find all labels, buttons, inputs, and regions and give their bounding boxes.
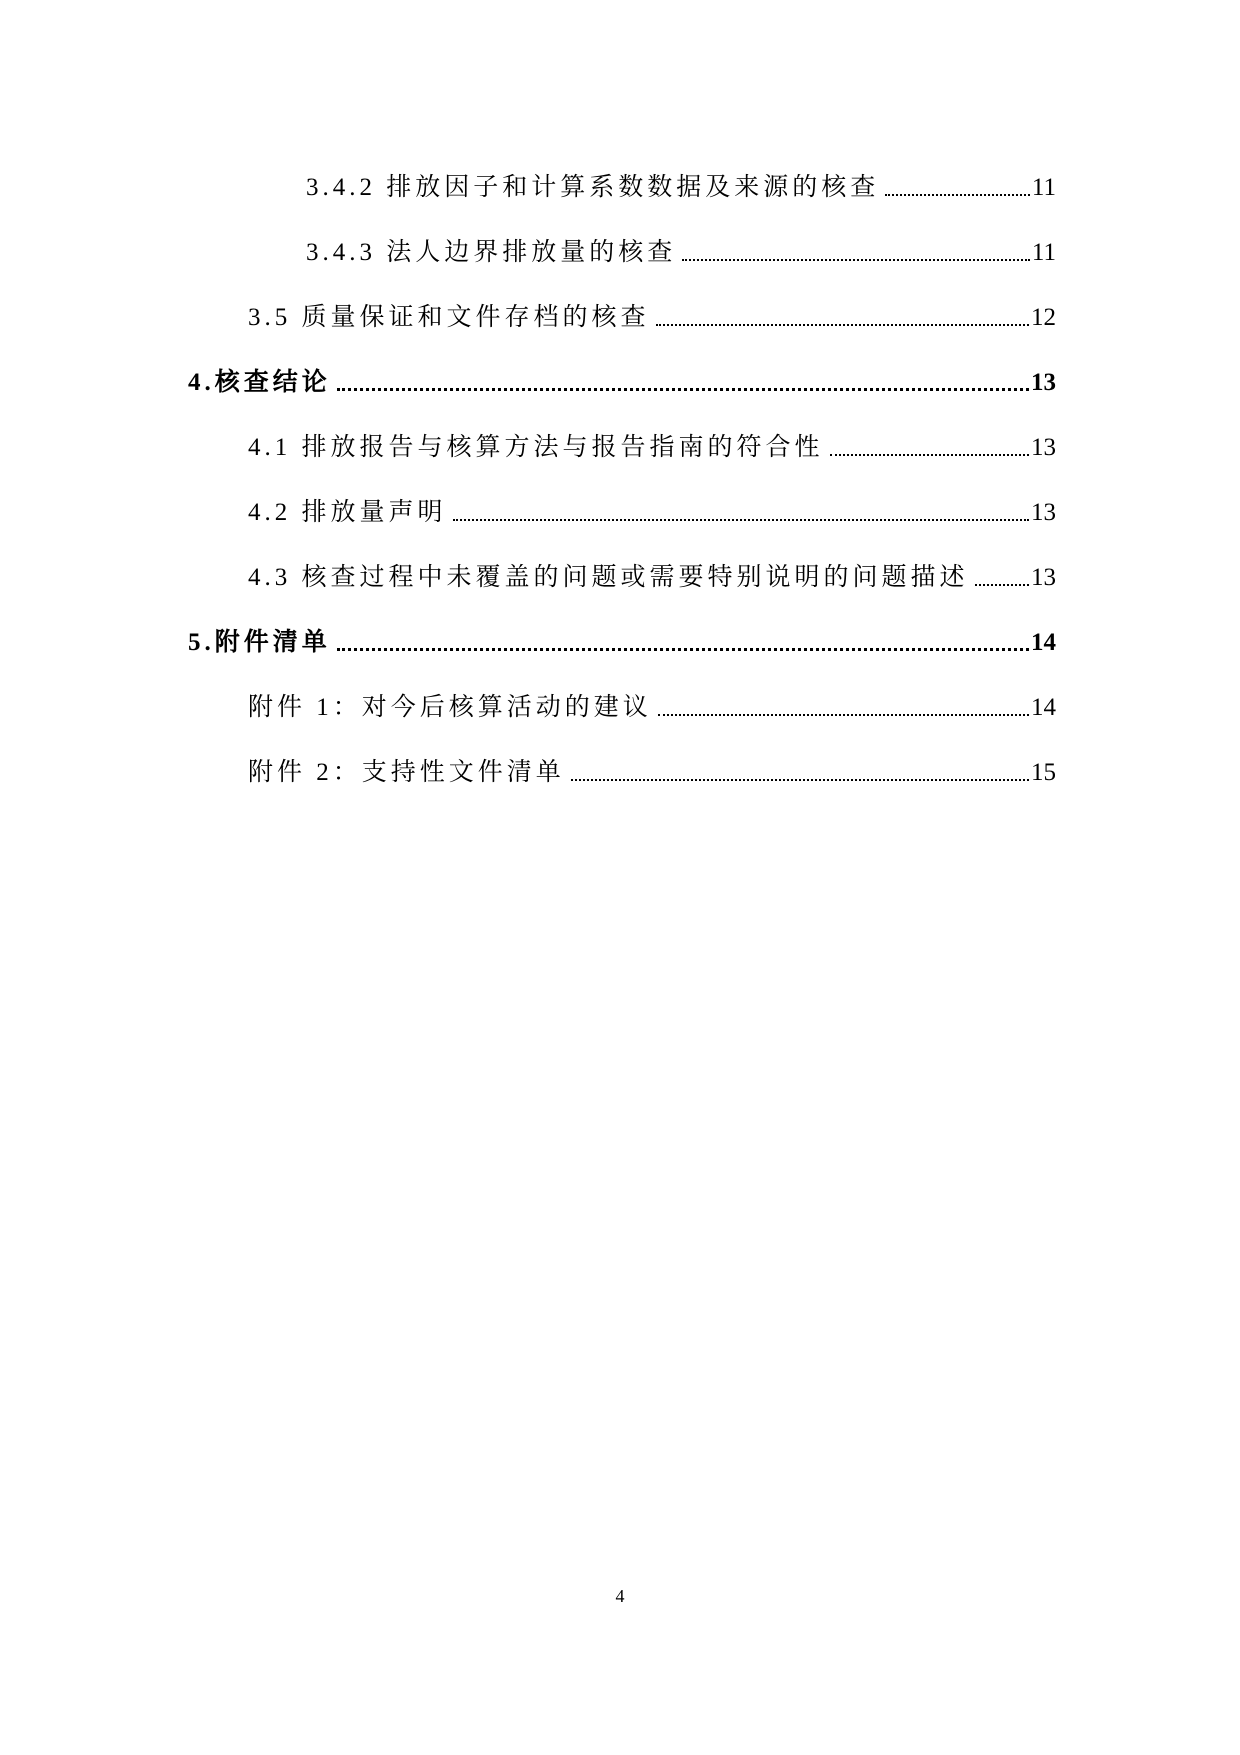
toc-entry-4-1[interactable]: [248, 424, 1056, 464]
toc-dot-leader: [658, 714, 1029, 716]
toc-entry-label: 5.附件清单: [188, 629, 331, 656]
footer-page-number: 4: [615, 1586, 625, 1606]
toc-dot-leader: [830, 454, 1029, 456]
toc-entry-label: 附件 2：支持性文件清单: [248, 759, 565, 786]
toc-entry-3-4-2[interactable]: [306, 164, 1056, 204]
toc-entry-label: 4.3 核查过程中未覆盖的问题或需要特别说明的问题描述: [248, 564, 969, 591]
toc-entry-page-number: 13: [1031, 499, 1056, 526]
toc-entry-4-2[interactable]: [248, 489, 1056, 529]
toc-dot-leader: [682, 259, 1030, 261]
toc-entry-label: 3.5 质量保证和文件存档的核查: [248, 304, 650, 331]
toc-entry-page-number: 12: [1031, 304, 1056, 331]
toc-entry-label: 3.4.3 法人边界排放量的核查: [306, 239, 677, 266]
toc-dot-leader: [571, 779, 1029, 781]
toc-entry-4-3[interactable]: [248, 554, 1056, 594]
toc-entry-label: 4.2 排放量声明: [248, 499, 447, 526]
toc-entry-5[interactable]: [188, 619, 1056, 659]
toc-entry-label: 3.4.2 排放因子和计算系数数据及来源的核查: [306, 174, 880, 201]
toc-entry-3-5[interactable]: [248, 294, 1056, 334]
toc-entry-appendix-1[interactable]: [248, 684, 1056, 724]
toc-entry-label: 附件 1：对今后核算活动的建议: [248, 694, 652, 721]
toc-entry-label: 4.1 排放报告与核算方法与报告指南的符合性: [248, 434, 824, 461]
toc-dot-leader: [337, 388, 1029, 391]
toc-entry-3-4-3[interactable]: [306, 229, 1056, 269]
toc-dot-leader: [337, 648, 1029, 651]
toc-dot-leader: [885, 194, 1030, 196]
toc-entry-page-number: 11: [1031, 239, 1056, 266]
toc-entry-page-number: 14: [1031, 629, 1056, 656]
toc-entry-page-number: 11: [1031, 174, 1056, 201]
toc-dot-leader: [453, 519, 1029, 521]
toc-entry-page-number: 13: [1031, 369, 1056, 396]
toc-dot-leader: [975, 584, 1029, 586]
toc-entry-page-number: 15: [1031, 759, 1056, 786]
toc-dot-leader: [656, 324, 1029, 326]
toc-entry-page-number: 13: [1031, 564, 1056, 591]
toc-entry-page-number: 13: [1031, 434, 1056, 461]
toc-entry-4[interactable]: [188, 359, 1056, 399]
toc-entry-appendix-2[interactable]: [248, 749, 1056, 789]
toc-entry-label: 4.核查结论: [188, 369, 331, 396]
toc-entry-page-number: 14: [1031, 694, 1056, 721]
